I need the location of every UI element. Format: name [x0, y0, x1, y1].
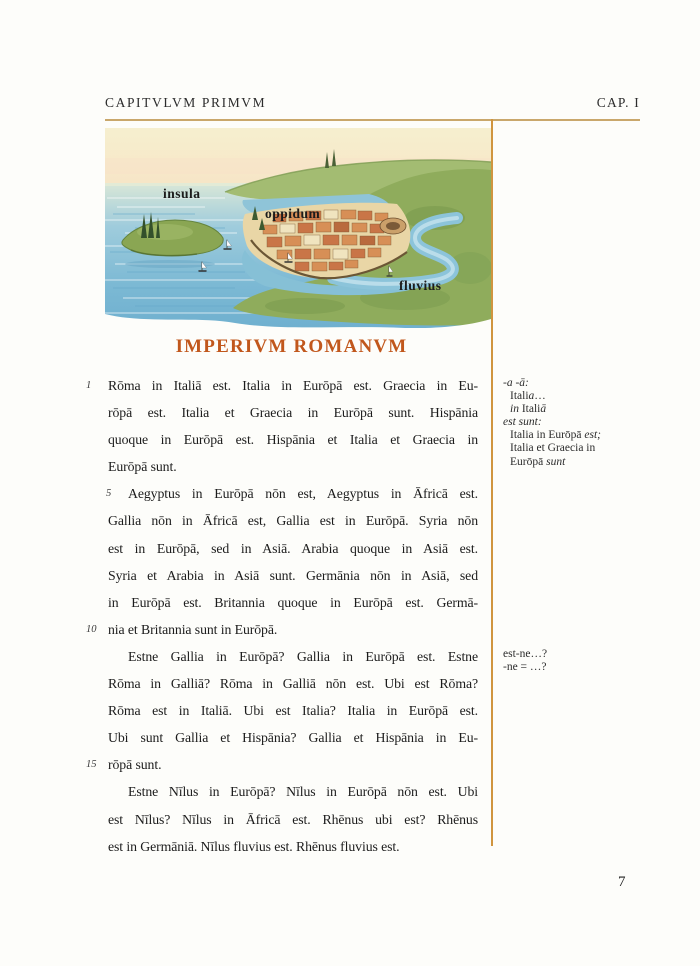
body-line-text: est Nīlus? Nīlus in Āfricā est. Rhēnus ubi est? Rhēnus — [108, 811, 478, 827]
margin-note — [503, 377, 601, 469]
body-line-text: nia et Britannia sunt in Eurōpā. — [108, 621, 278, 637]
river-label: fluvius — [399, 278, 442, 293]
body-line-text: rōpā est. Italia et Graecia in Eurōpā sunt. Hispānia — [108, 405, 478, 421]
chapter-header: CAPITVLVM PRIMVM — [105, 95, 267, 110]
body-line — [86, 751, 478, 778]
margin-note-line: Italia… — [510, 390, 546, 403]
body-line — [86, 616, 478, 643]
margin-note — [503, 648, 547, 674]
body-line-text: rōpā sunt. — [108, 757, 162, 773]
island-reflection — [125, 260, 215, 268]
page-title: IMPERIVM ROMANVM — [175, 336, 408, 357]
body-line — [108, 453, 478, 480]
body-line — [108, 806, 478, 833]
body-line-text: Ubi sunt Gallia et Hispānia? Gallia et Hispānia in Eu- — [108, 730, 478, 746]
body-line-text: Syria et Arabia in Asiā sunt. Germānia nōn in Asiā, sed — [108, 567, 478, 583]
body-line-text: Rōma in Galliā? Rōma in Galliā nōn est. Ubi est Rōma? — [108, 676, 478, 692]
body-line — [108, 589, 478, 616]
body-line — [108, 833, 478, 860]
line-number: 15 — [86, 759, 97, 771]
body-line-text: Eurōpā sunt. — [108, 459, 177, 475]
body-line-text: in Eurōpā est. Britannia quoque in Eurōpā est. Germā- — [108, 594, 478, 610]
margin-note-line: -a -ā: — [503, 377, 529, 389]
body-line-text: Rōma in Italiā est. Italia in Eurōpā est. Graecia in Eu- — [108, 378, 478, 393]
body-text — [86, 372, 478, 860]
body-line-text: est in Germāniā. Nīlus fluvius est. Rhēnus fluvius est. — [108, 838, 400, 854]
line-number: 1 — [86, 380, 92, 391]
body-line — [108, 399, 478, 426]
body-line-text: est in Eurōpā, sed in Asiā. Arabia quoque in Asiā est. — [108, 540, 478, 556]
body-line — [108, 643, 478, 670]
chapter-abbrev: CAP. I — [596, 95, 640, 110]
body-line — [108, 535, 478, 562]
island-label: insula — [163, 186, 201, 201]
body-line — [108, 697, 478, 724]
margin-note-line: Italia et Graecia in — [510, 442, 596, 455]
body-line — [108, 670, 478, 697]
margin-note-line: in Italiā — [510, 403, 547, 416]
body-line — [86, 372, 478, 399]
line-number: 10 — [86, 623, 97, 635]
body-line-text: Rōma est in Italiā. Ubi est Italia? Italia in Eurōpā est. — [108, 703, 478, 719]
body-line — [108, 480, 478, 507]
body-line-text: Gallia nōn in Āfricā est, Gallia est in Eurōpā. Syria nōn — [108, 513, 478, 529]
margin-note-line: est-ne…? — [503, 648, 548, 660]
header-rule — [105, 119, 640, 121]
watercolor-landscape — [105, 128, 491, 328]
body-line — [108, 507, 478, 534]
body-line — [108, 778, 478, 805]
page-number: 7 — [618, 874, 626, 890]
body-line — [108, 562, 478, 589]
body-line — [108, 724, 478, 751]
body-line-text: Estne Gallia in Eurōpā? Gallia in Eurōpā est. Estne — [128, 648, 478, 664]
body-line-text: quoque in Eurōpā est. Hispānia et Italia et Graecia in — [108, 432, 478, 448]
map-illustration — [105, 128, 491, 328]
body-line — [108, 426, 478, 453]
margin-note-line: Eurōpā sunt — [510, 455, 566, 468]
margin-note-line: est sunt: — [503, 416, 542, 429]
line-number: 5 — [106, 488, 112, 500]
body-line-text: Aegyptus in Eurōpā nōn est, Aegyptus in Āfricā est. — [128, 486, 478, 502]
town-label: oppidum — [265, 206, 321, 221]
body-line-text: Estne Nīlus in Eurōpā? Nīlus in Eurōpā nōn est. Ubi — [128, 784, 478, 800]
margin-note-line: Italia in Eurōpā est; — [510, 429, 602, 442]
margin-note-line: -ne = …? — [503, 661, 547, 674]
margin-divider — [491, 119, 493, 846]
